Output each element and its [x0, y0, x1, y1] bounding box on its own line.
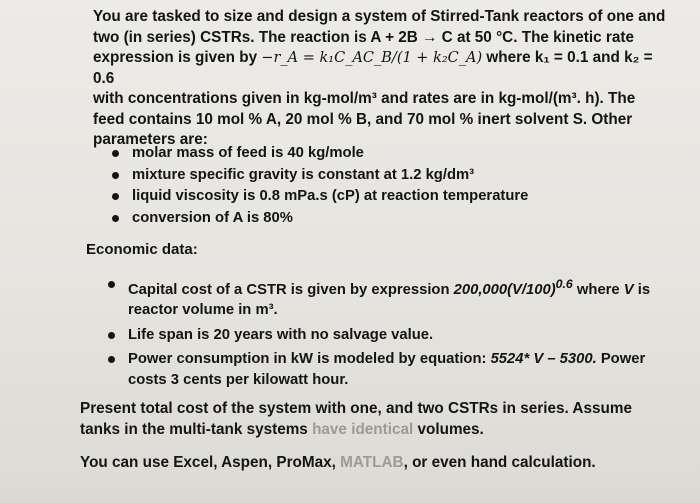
parameter-item: mixture specific gravity is constant at 1.2 kg/dm³ [112, 165, 632, 187]
parameter-item: liquid viscosity is 0.8 mPa.s (cP) at reaction temperature [112, 186, 632, 208]
intro-line-2: two (in series) CSTRs. The reaction is A + 2B → C at 50 °C. The kinetic rate [93, 28, 634, 46]
economic-item-capital-cost [108, 274, 653, 321]
parameter-item: conversion of A is 80% [112, 208, 632, 230]
economic-data-heading: Economic data: [86, 241, 198, 258]
intro-line-4: with concentrations given in kg-mol/m³ and rates are in kg-mol/(m³. h). The [93, 90, 636, 107]
tools-text-start: You can use Excel, Aspen, ProMax, [80, 454, 341, 471]
tools-matlab: MATLAB [340, 454, 404, 471]
parameter-item: molar mass of feed is 40 kg/mole [112, 143, 632, 165]
parameter-list [112, 143, 632, 229]
volume-symbol: V [623, 281, 634, 298]
economic-list [108, 274, 653, 394]
problem-intro [93, 7, 673, 151]
present-line-2-end: volumes. [413, 421, 484, 438]
intro-line-5: feed contains 10 mol % A, 20 mol % B, and 70 mol % inert solvent S. Other [93, 110, 633, 128]
tools-note [80, 454, 670, 472]
rate-expression: −r_A = k₁C_AC_B/(1 + k₂C_A) [261, 50, 483, 66]
present-line-1: Present total cost of the system with one, and two CSTRs in series. Assume [80, 400, 632, 417]
power-cost-text: Power costs 3 cents per kilowatt hour. [128, 351, 646, 388]
intro-line-1: You are tasked to size and design a system of Stirred-Tank reactors of one and [93, 8, 666, 25]
capital-cost-where: where [572, 281, 624, 298]
tools-text-end: , or even hand calculation. [403, 454, 596, 471]
present-line-2-start: tanks in the multi-tank systems [80, 421, 313, 438]
intro-line-6: parameters are: [93, 131, 208, 148]
power-equation: 5524* V – 5300. [490, 351, 597, 368]
power-text: Power consumption in kW is modeled by equation: [128, 351, 491, 368]
capital-cost-exponent: 0.6 [555, 277, 573, 291]
intro-line-3-start: expression is given by [93, 49, 262, 66]
intro-line-3-end: where k₁ = 0.1 and k₂ = 0.6 [93, 49, 653, 87]
economic-item-power [108, 349, 653, 390]
present-line-2-faded: have identical [312, 421, 414, 438]
capital-cost-text: Capital cost of a CSTR is given by expression [128, 281, 454, 298]
capital-cost-tail: is reactor volume in m³. [128, 281, 651, 319]
economic-item-life-span: Life span is 20 years with no salvage value. [108, 325, 653, 346]
capital-cost-expression: 200,000(V/100) [453, 281, 556, 298]
present-instruction [80, 398, 670, 440]
intro-line-3 [93, 48, 673, 89]
